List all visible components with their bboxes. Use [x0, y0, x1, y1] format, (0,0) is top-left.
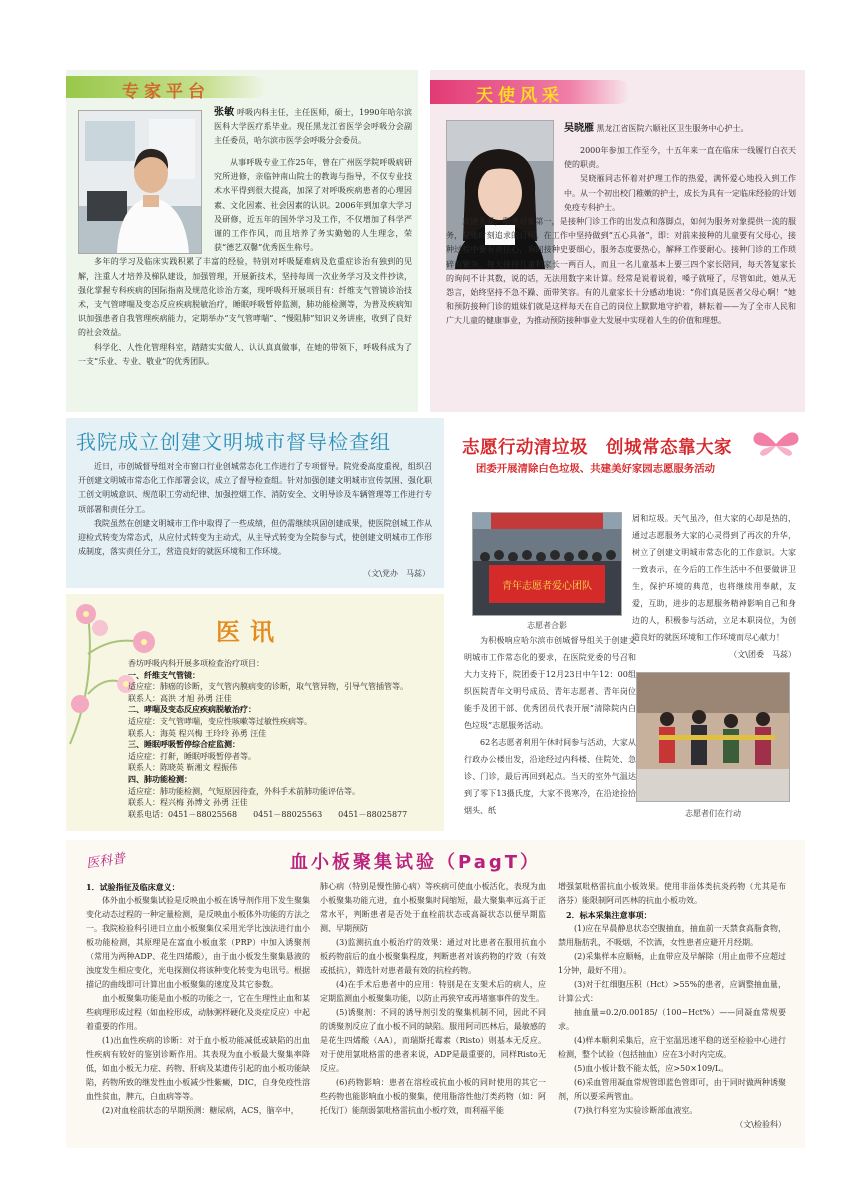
expert-heading: 专家平台	[122, 82, 210, 102]
angel-paragraph-1: 2000年参加工作至今，十五年来一直在临床一线履行白衣天使的职责。	[564, 146, 796, 170]
volunteer-panel	[450, 418, 805, 831]
platelet-article-title: 血小板聚集试验（PagT）	[290, 852, 542, 873]
sample-note: (5)血小板计数不能太低，应>50×109/L。	[574, 1064, 729, 1073]
expert-paragraph-1: 从事呼吸专业工作25年，曾在广州医学院呼吸病研究所进修，亲临钟南山院士的教诲与指导，不仅专业技术水平得到很大提高，加深了对呼吸疾病患者的心理因素、文化因素、社会因素的认识。2006年到加拿大学习及研修，近五年的国外学习及工作，不仅增加了科学严谨的工作作风，而且培养了务实勤勉的人生理念，荣获“德艺双馨”优秀医生称号。	[214, 158, 412, 253]
expert-body	[78, 156, 412, 369]
group-photo-icon	[473, 513, 621, 615]
article-column-3	[558, 880, 786, 1132]
volunteer-photo-2-caption: 志愿者们在行动	[685, 809, 741, 818]
volunteer-right-paragraph: 屑和垃圾。天气虽冷，但大家的心却是热的，通过志愿服务大家的心灵得到了再次的升华，树立了创建文明城市常态化的工作意识。大家一致表示，在今后的工作生活中不但要做讲卫生，保护环境的典范，也将继续用奉献，友爱，互助，进步的志愿服务精神影响自己和身边的人，积极参与活动，立足本职岗位，为创造良好的就医环境和工作环境而尽心献力！	[632, 514, 796, 642]
med-item-1	[128, 670, 428, 705]
sample-note: (1)应在早晨静息状态空腹抽血，抽血前一天禁食高脂食物，禁用脂肪乳，不吸烟，不饮酒，女性患者应避开月经期。	[558, 924, 786, 947]
angel-panel	[430, 70, 805, 412]
med-item-contact: 联系人：陈晓英 靳湘文 程振伟	[128, 763, 238, 773]
butterfly-icon	[750, 426, 802, 462]
science-corner-label: 医科普	[85, 851, 127, 872]
med-item-contact: 联系人：高洪 才旭 孙勇 汪佳	[128, 693, 232, 703]
sample-note: (4)样本顺利采集后，应于室温迅速平稳的送至检验中心进行检测，整个试验（包括抽血）应在3小时内完成。	[558, 1036, 786, 1059]
volunteer-photo-1-caption: 志愿者合影	[527, 621, 567, 630]
angel-intro: 黑龙江省医院六顺社区卫生服务中心护士。	[596, 124, 749, 133]
med-news-panel	[66, 594, 444, 831]
med-item-heading: 四、肺功能检测：	[128, 773, 192, 784]
supervision-byline: （文\党办 马蕊）	[363, 569, 430, 578]
supervision-body	[78, 460, 432, 559]
volunteers-in-action-icon	[637, 673, 789, 801]
article-section-1-heading: 1．试验指征及临床意义：	[86, 882, 180, 892]
med-item-scope: 适应症：支气管哮喘，变应性咳嗽等过敏性疾病等。	[128, 716, 312, 726]
supervision-paragraph-1: 近日，市创城督导组对全市窗口行业创城常态化工作进行了专项督导。院党委高度重视，组织召开创建文明城市常态化工作部署会议，成立了督导检查组。针对加强创建文明城市宣传氛围、强化职工创文明城意识、规范职工劳动纪律、加强控烟工作、消防安全、文明导诊及车辆管理等工作进行专项部署和责任分工。	[78, 462, 432, 514]
med-item-scope: 适应症：打鼾，睡眠呼吸暂停者等。	[128, 751, 256, 761]
med-item-scope: 适应症：肺癌的诊断，支气管内膜病变的诊断，取气管异物，引导气管插管等。	[128, 682, 408, 692]
expert-intro: 呼吸内科主任，主任医师，硕士，1990年哈尔滨医科大学医疗系毕业。现任黑龙江省医学会呼吸分会副主任委员，哈尔滨市医学会呼吸分会委员。	[214, 108, 412, 146]
article-col1-paragraph-3: (1)出血性疾病的诊断：对于血小板功能减低或缺陷的出血性疾病有较好的鉴别诊断作用。其表现为血小板最大聚集率降低，如血小板无力症、药物、肝病及某遗传引起的血小板功能缺陷，药物所致的继发性血小板减少性紫癜，DIC，自身免疫性溶血性贫血，脾亢，白血病等等。	[86, 1036, 310, 1101]
sample-note: (7)执行科室为实验诊断部血液室。	[574, 1106, 698, 1115]
angel-body	[446, 144, 796, 329]
sample-note: (3)对于红细胞压积（Hct）>55%的患者，应调整抽血量，计算公式：	[558, 980, 786, 1003]
med-news-title: 医讯	[216, 618, 284, 646]
article-col2-paragraph-1: 肺心病（特别是慢性肺心病）等疾病可使血小板活化，表现为血小板聚集功能亢进，血小板聚集时间缩短，最大聚集率远高于正常水平，判断患者是否处于血栓前状态或高凝状态以便早期监测、早期预防	[320, 882, 546, 933]
article-col2-paragraph-2: (3)监测抗血小板治疗的效果：通过对比患者在服用抗血小板药物前后的血小板聚集程度，判断患者对该药物的疗效（有效或抵抗），筛选针对患者最有效的抗栓药物。	[320, 938, 546, 975]
med-news-body	[128, 658, 428, 820]
angel-heading-bar	[430, 80, 630, 104]
sample-formula: 抽血量=0.2/0.00185/（100−Hct%）——同凝血常规要求。	[558, 1008, 786, 1031]
angel-paragraph-2: 吴晓雁同志怀着对护理工作的热爱，满怀爱心地投入到工作中。从一个初出校门稚嫩的护士，成长为具有一定临床经验的计划免疫专科护士。	[564, 174, 796, 212]
article-col1-paragraph-4: (2)对血栓前状态的早期预测：糖尿病，ACS，脑卒中，	[102, 1106, 299, 1115]
article-column-2	[320, 880, 546, 1118]
med-item-heading: 一、纤维支气管镜：	[128, 669, 200, 680]
volunteer-paragraph-1: 为积极响应哈尔滨市创城督导组关于创建文明城市工作常态化的要求，在医院党委的号召和大力支持下，院团委于12月23日中午12：00组织医院青年文明号成员、青年志愿者、青年岗位能手及团干部、优秀团员代表开展“清除院内白色垃圾”志愿服务活动。	[464, 636, 636, 730]
angel-intro-block	[564, 122, 796, 136]
med-item-4	[128, 774, 428, 809]
med-item-contact: 联系人：海英 程兴梅 王玲玲 孙勇 汪佳	[128, 728, 267, 738]
med-item-heading: 三、睡眠呼吸暂停综合症监测：	[128, 739, 240, 750]
article-col3-paragraph-1: 增强氯吡格雷抗血小板效果。使用非甾体类抗炎药物（尤其是布洛芬）能限制阿司匹林的抗血小板功效。	[558, 882, 786, 905]
article-col2-paragraph-3: (4)在手术后患者中的应用：特别是在支架术后的病人，应定期监测血小板聚集功能，以防止再狭窄或再堵塞事件的发生。	[320, 980, 546, 1003]
banner-text: 青年志愿者爱心团队	[502, 581, 592, 592]
volunteer-title: 志愿行动清垃圾 创城常态靠大家	[462, 438, 732, 458]
med-news-phones: 联系电话：0451－88025568 0451－88025563 0451－88025877	[128, 809, 408, 819]
platelet-article-panel	[66, 840, 805, 1148]
angel-name: 吴晓雁	[564, 123, 594, 134]
volunteer-left-text	[464, 632, 636, 819]
article-col2-paragraph-4: (5)诱聚剂：不同的诱导剂引发的聚集机制不同，因此不同的诱聚剂反应了血小板不同的缺陷。服用阿司匹林后，最敏感的是花生四烯酸（AA），而瑞斯托霉素（Risto）则基本无反应。对于使用氯吡格雷的患者来说，ADP是最重要的，同样Risto无反应。	[320, 1008, 546, 1073]
volunteer-byline: （文\团委 马蕊）	[729, 650, 796, 659]
med-item-contact: 联系人：程兴梅 孙博文 孙勇 汪佳	[128, 798, 248, 808]
expert-heading-bar	[66, 76, 266, 102]
article-col1-paragraph-2: 血小板聚集功能是血小板的功能之一，它在生理性止血和某些病理形成过程（如血栓形成，动脉粥样硬化及炎症反应）中起着重要的作用。	[86, 994, 310, 1031]
sample-note: (2)采集样本应顺畅，止血带应及早解除（用止血带不应超过1分钟，最好不用）。	[558, 952, 786, 975]
volunteer-paragraph-2: 62名志愿者利用午休时间参与活动，大家从行政办公楼出发，沿途经过内科楼、住院处、急诊、门诊，最后再回到起点。当天的室外气温达到了零下13摄氏度，大家不畏寒冷，在沿途捡拾烟头、纸	[464, 738, 636, 815]
volunteer-right-text	[632, 510, 796, 663]
med-item-3	[128, 739, 428, 774]
med-item-2	[128, 704, 428, 739]
supervision-panel	[66, 418, 444, 588]
expert-intro-block	[214, 106, 412, 149]
supervision-paragraph-2: 我院虽然在创建文明城市工作中取得了一些成绩，但仍需继续巩固创建成果，使医院创城工作从迎检式转变为常态式，从应付式转变为主动式，从主导式转变为全院参与式，使创建文明城市工作形成制度，落实责任分工，营造良好的就医环境和工作环境。	[78, 518, 432, 557]
angel-heading: 天使风采	[476, 86, 564, 106]
supervision-title: 我院成立创建文明城市督导检查组	[76, 430, 391, 454]
article-col1-paragraph-1: 体外血小板聚集试验是反映血小板在诱导剂作用下发生聚集变化动态过程的一种定量检测，是反映血小板体外功能的方法之一。我院检验科引进日立血小板聚集仪采用光学比浊法进行血小板功能检测，其原理是在富血小板血浆（PRP）中加入诱聚剂（常用为两种ADP、花生四烯酸），由于血小板发生聚集悬液的浊度发生相应变化，光电探测仪将该种变化转变为电讯号。根据描记的曲线即可计算出血小板聚集的速度及其它参数。	[86, 896, 310, 989]
article-byline: （文\检验科）	[735, 1120, 786, 1129]
article-column-1	[86, 880, 310, 1118]
med-item-heading: 二、哮喘及变态反应疾病脱敏治疗：	[128, 704, 256, 715]
volunteer-group-photo	[472, 512, 622, 616]
expert-paragraph-2: 多年的学习及临床实践积累了丰富的经验，特别对呼吸疑难病及危重症诊治有独到的见解，注重人才培养及梯队建设，加强管理，开展新技术，坚持每周一次业务学习及文件抄读，强化掌握专科疾病的国际指南及规范化诊治方案，现呼吸科开展项目有：纤维支气管镜诊治技术，支气管哮喘及变态反应疾病脱敏治疗，睡眠呼吸暂停监测，肺功能检测等，为普及疾病知识加强患者自我管理疾病能力，定期举办“支气管哮喘”、“慢阻肺”知识义务讲座，收到了良好的社会效益。	[78, 257, 412, 338]
med-item-scope: 适应症：肺功能检测，气短原因待查，外科手术前肺功能评估等。	[128, 786, 360, 796]
expert-paragraph-3: 科学化、人性化管理科室，踏踏实实做人、认认真真做事，在她的带领下，呼吸科成为了一支“乐业、专业、敬业”的优秀团队。	[78, 342, 412, 366]
article-col2-paragraph-5: (6)药物影响：患者在溶栓或抗血小板的同时使用的其它一些药物也能影响血小板的聚集，使用脂溶性他汀类药物（如：阿托伐汀）能削弱氯吡格雷抗血小板疗效，而利福平能	[320, 1078, 546, 1115]
sample-note: (6)采血管用凝血常规管即蓝色管即可，由于同时做两种诱聚剂，所以要采两管血。	[558, 1078, 786, 1101]
med-news-intro: 香坊呼吸内科开展多项检查治疗项目：	[128, 659, 264, 668]
volunteer-action-photo	[636, 672, 790, 802]
article-section-2-heading: 2．标本采集注意事项：	[566, 910, 652, 920]
expert-panel	[66, 70, 418, 412]
volunteer-subtitle: 团委开展清除白色垃圾、共建美好家园志愿服务活动	[476, 463, 715, 475]
angel-paragraph-3: 真情关爱，服务对象第一，是接种门诊工作的出发点和落脚点，如何为服务对象提供一流的服务，是她时刻追求的目标。在工作中坚持做到“五心具备”，即：对前来接种的儿童要有父母心，接种过程中要有责任心，询问接种史要细心，服务态度要热心，解释工作要耐心。接种门诊的工作琐碎而繁杂，每天接待儿童和家长一两百人，而且一名儿童基本上要三四个家长陪同，每天答复家长的询问不计其数，说的话，无法用数字来计算。经常是说着说着，嗓子就哑了，尽管如此，她从无怨言，始终坚持不急不躁、面带笑容。有的儿童家长十分感动地说：“你们真是医者父母心啊！”她和预防接种门诊的姐妹们就是这样每天在自己的岗位上默默地守护着，耕耘着——为了全市人民和广大儿童的健康事业，为推动预防接种事业大发展中实现着人生的价值和理想。	[446, 217, 796, 326]
expert-name: 张敏	[214, 107, 235, 118]
